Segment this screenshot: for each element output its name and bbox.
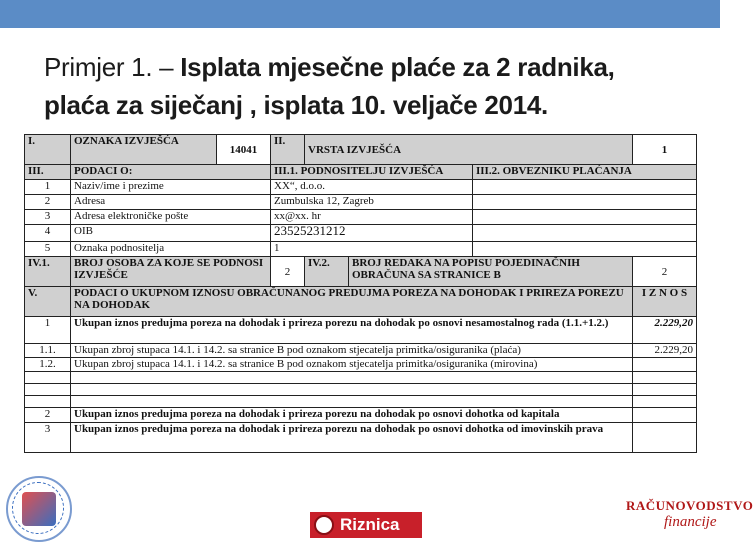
subject-row-num: 5	[25, 242, 71, 257]
subject-row-num: 3	[25, 210, 71, 225]
amount-row-num: 1.2.	[25, 358, 71, 372]
amount-row-num: 3	[25, 423, 71, 453]
title-bold-line2: plaća za siječanj , isplata 10. veljače 2014.	[44, 90, 548, 120]
row-iii-num: III.	[25, 165, 71, 180]
footer-logos	[0, 470, 753, 540]
amount-row-value: 2.229,20	[633, 317, 697, 344]
tax-form-scan	[24, 134, 696, 462]
subject-row-label: OIB	[71, 225, 271, 242]
row-iv1-value: 2	[271, 257, 305, 287]
row-i-value: 14041	[217, 135, 271, 165]
row-i-label: OZNAKA IZVJEŠĆA	[71, 135, 217, 165]
row-iv1-num: IV.1.	[25, 257, 71, 287]
amount-row-label: Ukupan iznos predujma poreza na dohodak i prireza porezu na dohodak po osnovi dohotka od imovinskih prava	[71, 423, 633, 453]
form-table	[24, 134, 697, 453]
amount-header: I Z N O S	[633, 287, 697, 317]
amount-row-label: Ukupan zbroj stupaca 14.1. i 14.2. sa stranice B pod oznakom stjecatelja primitka/osiguranika (plaća)	[71, 344, 633, 358]
amount-row-num: 2	[25, 408, 71, 423]
top-accent-bar	[0, 0, 720, 28]
amount-row-value	[633, 423, 697, 453]
seal-emblem-icon	[22, 492, 56, 526]
row-v-label: PODACI O UKUPNOM IZNOSU OBRAČUNANOG PREDUJMA POREZA NA DOHODAK I PRIREZA POREZU NA DOHODAK	[71, 287, 633, 317]
subject-row-label: Naziv/ime i prezime	[71, 180, 271, 195]
row-iv2-num: IV.2.	[305, 257, 349, 287]
subject-row-num: 2	[25, 195, 71, 210]
blank-cell	[25, 384, 71, 396]
amount-row-num: 1	[25, 317, 71, 344]
association-seal-logo	[6, 476, 72, 542]
row-v-num: V.	[25, 287, 71, 317]
blank-cell	[633, 384, 697, 396]
slide-title	[44, 48, 704, 124]
subject-row-label: Adresa	[71, 195, 271, 210]
logo-right-line2: financije	[664, 514, 717, 530]
row-i-num: I.	[25, 135, 71, 165]
subject-row-value: XX“, d.o.o.	[271, 180, 473, 195]
riznica-logo-text: Riznica	[340, 515, 400, 534]
amount-row-value	[633, 408, 697, 423]
subject-row-value: Zumbulska 12, Zagreb	[271, 195, 473, 210]
row-ii-label: VRSTA IZVJEŠĆA	[305, 135, 633, 165]
subject-row-value: xx@xx. hr	[271, 210, 473, 225]
amount-row-label: Ukupan iznos predujma poreza na dohodak i prireza porezu na dohodak po osnovi nesamostalnog rada (1.1.+1.2.)	[71, 317, 633, 344]
amount-row-value: 2.229,20	[633, 344, 697, 358]
subject-row-empty	[473, 225, 697, 242]
row-ii-value: 1	[633, 135, 697, 165]
blank-cell	[25, 396, 71, 408]
subject-row-num: 4	[25, 225, 71, 242]
logo-right-line1: RAČUNOVODSTVO	[626, 498, 753, 513]
blank-cell	[633, 396, 697, 408]
title-plain: Primjer 1. –	[44, 52, 181, 82]
row-iv1-label: BROJ OSOBA ZA KOJE SE PODNOSI IZVJEŠĆE	[71, 257, 271, 287]
subject-row-label: Oznaka podnositelja	[71, 242, 271, 257]
amount-row-label: Ukupan iznos predujma poreza na dohodak i prireza porezu na dohodak po osnovi dohotka od kapitala	[71, 408, 633, 423]
title-bold-line1: Isplata mjesečne plaće za 2 radnika,	[180, 52, 615, 82]
blank-cell	[25, 372, 71, 384]
blank-cell	[633, 372, 697, 384]
riznica-logo	[310, 512, 422, 538]
racunovodstvo-financije-logo	[624, 498, 753, 538]
row-iv2-value: 2	[633, 257, 697, 287]
row-iii-col2: III.2. OBVEZNIKU PLAĆANJA	[473, 165, 697, 180]
subject-row-empty	[473, 242, 697, 257]
row-iii-col1: III.1. PODNOSITELJU IZVJEŠĆA	[271, 165, 473, 180]
row-iii-label: PODACI O:	[71, 165, 271, 180]
blank-cell	[71, 372, 633, 384]
amount-row-value	[633, 358, 697, 372]
row-ii-num: II.	[271, 135, 305, 165]
amount-row-label: Ukupan zbroj stupaca 14.1. i 14.2. sa stranice B pod oznakom stjecatelja primitka/osiguranika (mirovina)	[71, 358, 633, 372]
riznica-emblem-icon	[314, 515, 334, 535]
blank-cell	[71, 396, 633, 408]
amount-row-num: 1.1.	[25, 344, 71, 358]
subject-row-empty	[473, 195, 697, 210]
subject-row-num: 1	[25, 180, 71, 195]
blank-cell	[71, 384, 633, 396]
subject-row-value: 1	[271, 242, 473, 257]
subject-row-value: 23525231212	[271, 225, 473, 242]
row-iv2-label: BROJ REDAKA NA POPISU POJEDINAČNIH OBRAČUNA SA STRANICE B	[349, 257, 633, 287]
subject-row-empty	[473, 210, 697, 225]
subject-row-empty	[473, 180, 697, 195]
subject-row-label: Adresa elektroničke pošte	[71, 210, 271, 225]
